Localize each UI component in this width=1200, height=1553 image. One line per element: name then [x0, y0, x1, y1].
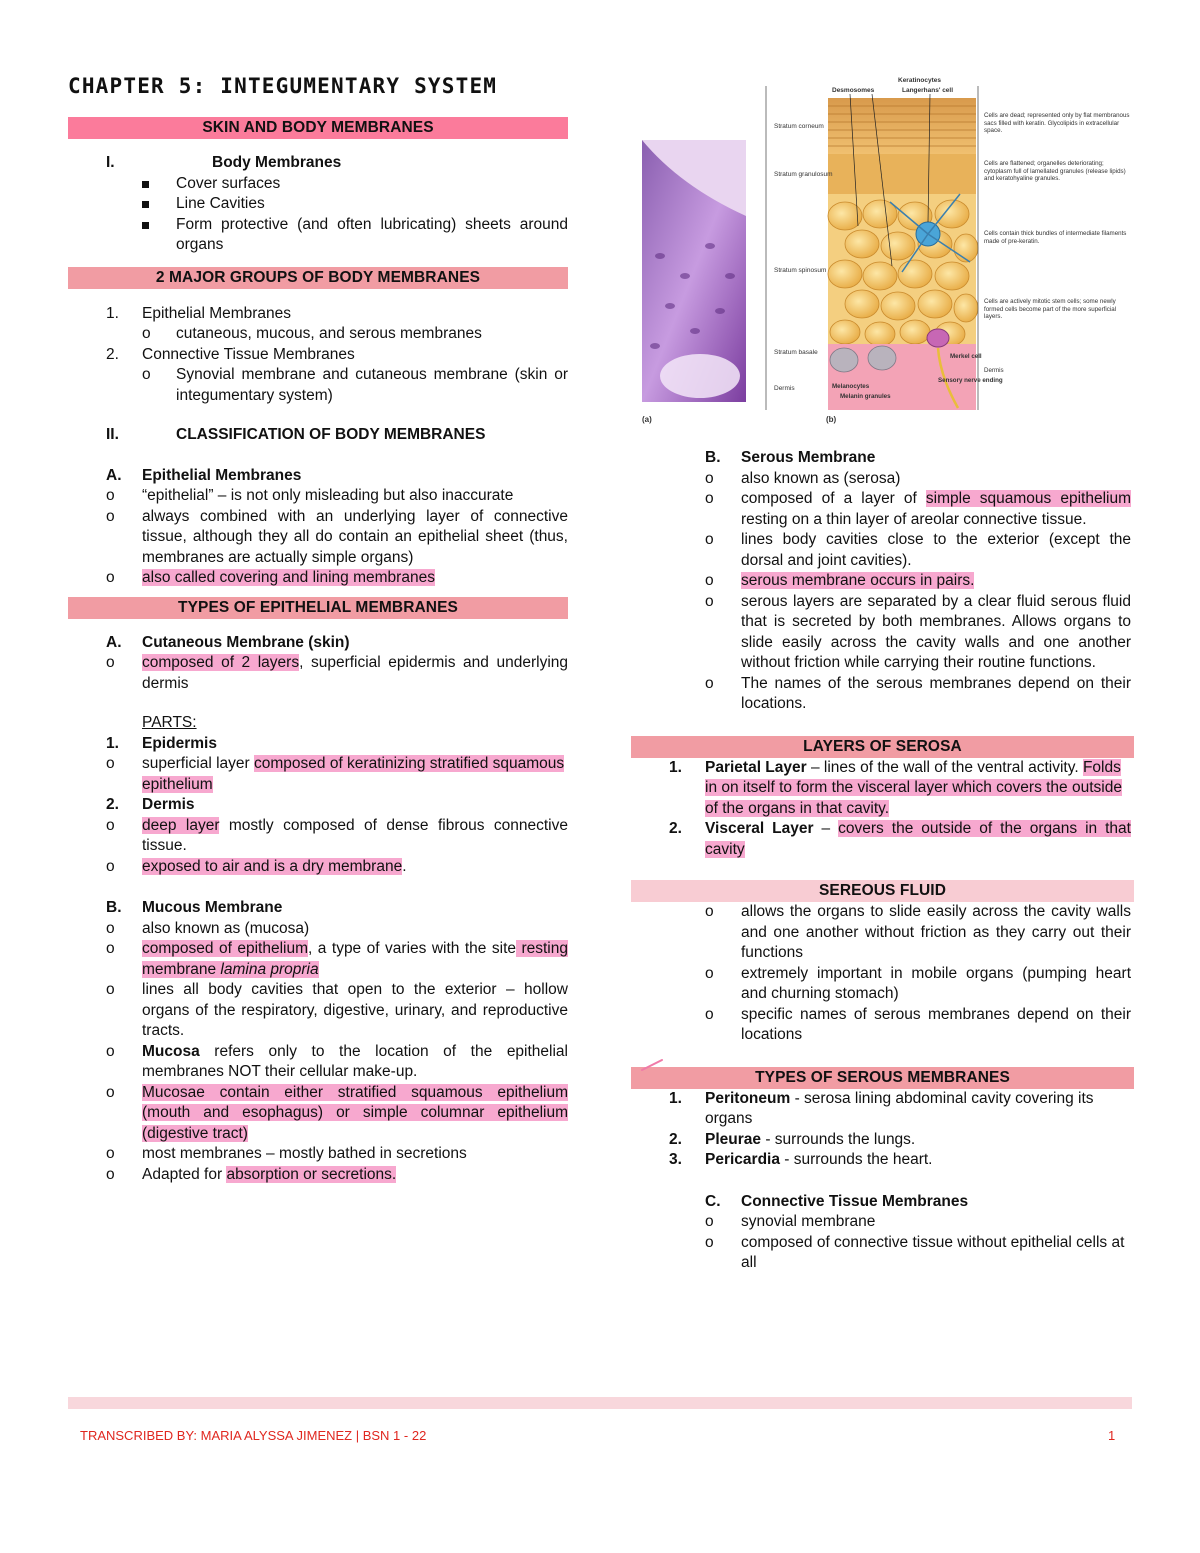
list-item: o extremely important in mobile organs (pumping heart and churning stomach)	[705, 964, 1131, 1002]
left-column	[68, 117, 568, 1185]
label-merkel-cell: Merkel cell	[950, 353, 982, 360]
svg-text:Dermis: Dermis	[774, 385, 795, 392]
section-bar-types-serous: TYPES OF SEROUS MEMBRANES	[631, 1067, 1134, 1089]
heading-connective: C. Connective Tissue Membranes	[705, 1192, 969, 1210]
list-item: o synovial membrane	[705, 1213, 876, 1230]
list-item: 1. Parietal Layer – lines of the wall of the ventral activity. Folds in on itself to form the visceral layer which covers the outside of the organs in that cavity.	[669, 758, 1122, 817]
heading-cutaneous: A. Cutaneous Membrane (skin)	[106, 633, 350, 651]
section-bar-serous-fluid: SEREOUS FLUID	[631, 880, 1134, 902]
svg-text:Stratum basale: Stratum basale	[774, 349, 818, 356]
page-title: CHAPTER 5: INTEGUMENTARY SYSTEM	[68, 74, 498, 98]
list-item: o also known as (serosa)	[705, 469, 901, 487]
figure-label-b: (b)	[826, 415, 837, 424]
svg-text:Stratum spinosum: Stratum spinosum	[774, 267, 827, 274]
list-item: 2. Pleurae - surrounds the lungs.	[669, 1130, 916, 1148]
section-bar-major-groups: 2 MAJOR GROUPS OF BODY MEMBRANES	[68, 267, 568, 289]
stratum-corneum-layer	[828, 98, 976, 154]
section-bar-types-epithelial: TYPES OF EPITHELIAL MEMBRANES	[68, 597, 568, 619]
list-item: 2. Visceral Layer – covers the outside of the organs in that cavity	[669, 820, 1131, 858]
pen-mark	[640, 1054, 666, 1074]
right-column	[631, 448, 1134, 1274]
list-item: o deep layer mostly composed of dense fibrous connective tissue.	[106, 816, 568, 854]
heading-mucous: B. Mucous Membrane	[106, 899, 283, 916]
figure-label-a: (a)	[642, 415, 652, 424]
heading-body-membranes: I. Body Membranes	[106, 154, 342, 171]
square-bullet-icon	[142, 201, 149, 208]
list-item: o composed of a layer of simple squamous epithelium resting on a thin layer of areolar connective tissue.	[705, 490, 1131, 528]
section-bar-skin-membranes: SKIN AND BODY MEMBRANES	[68, 117, 568, 139]
list-item: o allows the organs to slide easily across the cavity walls and one another without friction as they carry out their functions	[705, 903, 1131, 961]
list-item: o also called covering and lining membranes	[106, 569, 435, 586]
list-item: o composed of 2 layers, superficial epidermis and underlying dermis	[106, 654, 568, 692]
list-item: 1. Epithelial Membranes	[106, 304, 292, 322]
heading-epidermis: 1. Epidermis	[106, 734, 217, 752]
list-item: o most membranes – mostly bathed in secretions	[106, 1145, 467, 1162]
square-bullet-icon	[142, 181, 149, 188]
footer-bar	[68, 1397, 1132, 1409]
label-sensory-nerve: Sensory nerve ending	[938, 377, 1003, 384]
merkel-cell	[927, 329, 949, 347]
svg-text:Dermis: Dermis	[984, 367, 1004, 374]
list-item: o cutaneous, mucous, and serous membranes	[142, 325, 482, 342]
label-melanin-granules: Melanin granules	[840, 393, 891, 400]
label-desmosomes: Desmosomes	[832, 87, 875, 94]
list-item: o composed of connective tissue without epithelial cells at all	[705, 1233, 1125, 1271]
epidermis-layers-illustration	[640, 76, 1132, 430]
list-item: o serous membrane occurs in pairs.	[705, 572, 975, 589]
list-item: Line Cavities	[142, 194, 568, 215]
list-item: Form protective (and often lubricating) sheets around organs	[142, 215, 568, 256]
list-item: o Mucosae contain either stratified squamous epithelium (mouth and esophagus) or simple columnar epithelium (digestive tract)	[106, 1083, 568, 1142]
epidermis-figure	[640, 76, 1132, 430]
heading-classification: II. CLASSIFICATION OF BODY MEMBRANES	[106, 426, 486, 443]
list-item: o The names of the serous membranes depend on their locations.	[705, 674, 1131, 712]
heading-dermis: 2. Dermis	[106, 796, 195, 813]
list-item: o specific names of serous membranes depend on their locations	[705, 1005, 1131, 1043]
square-bullet-icon	[142, 222, 149, 229]
list-item: o serous layers are separated by a clear fluid serous fluid that is secreted by both membranes. Allows organs to slide easily across the cavity walls and one another without friction while carrying their routine functions.	[705, 592, 1131, 671]
list-item: 3. Pericardia - surrounds the heart.	[669, 1151, 933, 1168]
footer-credit: TRANSCRIBED BY: MARIA ALYSSA JIMENEZ | BSN 1 - 22	[80, 1428, 427, 1443]
list-item: o lines all body cavities that open to the exterior – hollow organs of the respiratory, digestive, urinary, and reproductive tracts.	[106, 981, 568, 1039]
list-item: o exposed to air and is a dry membrane.	[106, 857, 407, 875]
list-item: o Mucosa refers only to the location of the epithelial membranes NOT their cellular make-up.	[106, 1042, 568, 1080]
list-item: 1. Peritoneum - serosa lining abdominal cavity covering its organs	[669, 1089, 1094, 1127]
list-item: o always combined with an underlying layer of connective tissue, although they all do contain an epithelial sheet (thus, membranes are actually simple organs)	[106, 507, 568, 566]
list-item: o Synovial membrane and cutaneous membrane (skin or integumentary system)	[142, 366, 568, 404]
svg-text:Stratum corneum: Stratum corneum	[774, 123, 824, 130]
label-keratinocytes: Keratinocytes	[898, 77, 941, 84]
list-item: Cover surfaces	[142, 174, 568, 195]
page-number: 1	[1108, 1428, 1116, 1443]
strata-labels-left	[774, 123, 833, 392]
list-item: o Adapted for absorption or secretions.	[106, 1165, 397, 1183]
list-item: o superficial layer composed of keratinizing stratified squamous epithelium	[106, 755, 565, 793]
list-item: o lines body cavities close to the exterior (except the dorsal and joint cavities).	[705, 531, 1131, 569]
heading-epithelial-membranes: A. Epithelial Membranes	[106, 466, 302, 484]
svg-text:Stratum granulosum: Stratum granulosum	[774, 171, 833, 178]
stratum-granulosum-layer	[828, 154, 976, 194]
list-item: o also known as (mucosa)	[106, 919, 310, 937]
section-bar-layers-serosa: LAYERS OF SEROSA	[631, 736, 1134, 758]
parts-label: PARTS:	[142, 714, 197, 731]
strata-notes-right: Cells are dead; represented only by flat membranous sacs filled with keratin. Glycolipids in extracellular space. Cells are flattened; organelles deteriorating; cytoplasm full of lamellated granules (release lipids) and keratohyaline granules. Cells contain thick bundles of intermediate filaments made of pre-keratin. Cells are actively mitotic stem cells; some newly formed cells become part of the more superficial layers. Dermis	[984, 112, 1130, 374]
heading-serous: B. Serous Membrane	[705, 449, 876, 466]
label-melanocytes: Melanocytes	[832, 383, 870, 390]
label-langerhans: Langerhans' cell	[902, 87, 954, 94]
list-item: 2. Connective Tissue Membranes	[106, 345, 355, 363]
list-item: o “epithelial” – is not only misleading but also inaccurate	[106, 487, 514, 504]
list-item: o composed of epithelium, a type of varies with the site resting membrane lamina propria	[106, 940, 568, 978]
